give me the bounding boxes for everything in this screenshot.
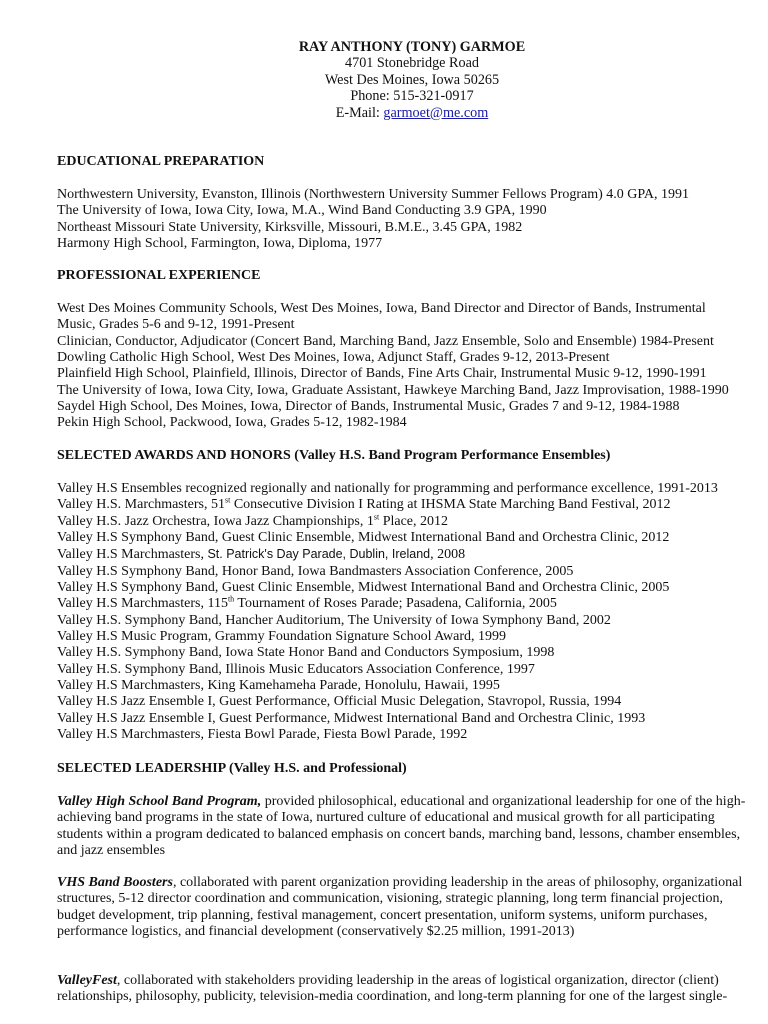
paragraph-lead: VHS Band Boosters	[57, 875, 173, 890]
awards-list	[57, 481, 718, 744]
experience-list	[57, 301, 729, 432]
list-item: Saydel High School, Des Moines, Iowa, Director of Bands, Instrumental Music, Grades 7 and 9-12, 1984-1988	[57, 399, 680, 415]
award-text-alt-font: St. Patrick's Day Parade, Dublin, Ireland	[207, 547, 431, 562]
list-item: Valley H.S Jazz Ensemble I, Guest Performance, Official Music Delegation, Stavropol, Russia, 1994	[57, 694, 622, 710]
list-item: Valley H.S Ensembles recognized regionally and nationally for programming and performance excellence, 1991-2013	[57, 481, 718, 496]
list-item: Valley H.S Marchmasters, King Kamehameha Parade, Honolulu, Hawaii, 1995	[57, 678, 500, 694]
list-item	[57, 546, 718, 563]
ordinal-suffix: st	[224, 495, 231, 505]
list-item: Dowling Catholic High School, West Des Moines, Iowa, Adjunct Staff, Grades 9-12, 2013-Present	[57, 350, 610, 366]
education-list	[57, 187, 689, 252]
list-item	[57, 514, 718, 530]
list-item: Plainfield High School, Plainfield, Illinois, Director of Bands, Fine Arts Chair, Instrumental Music 9-12, 1990-1991	[57, 366, 707, 382]
list-item	[57, 596, 718, 612]
email-link[interactable]: garmoet@me.com	[383, 104, 489, 121]
list-item: Valley H.S Jazz Ensemble I, Guest Performance, Midwest International Band and Orchestra Clinic, 1993	[57, 710, 646, 726]
award-text: Valley H.S. Marchmasters, 51	[57, 497, 225, 513]
paragraph-lead: ValleyFest	[57, 973, 117, 988]
award-text: Consecutive Division I Rating at IHSMA State Marching Band Festival, 2012	[230, 497, 671, 513]
award-text: , 2008	[430, 547, 466, 563]
list-item: Northwestern University, Evanston, Illinois (Northwestern University Summer Fellows Program) 4.0 GPA, 1991	[57, 187, 690, 202]
phone-line: Phone: 515-321-0917	[350, 88, 474, 105]
paragraph-lead: Valley High School Band Program,	[57, 794, 262, 809]
list-item: Pekin High School, Packwood, Iowa, Grades 5-12, 1982-1984	[57, 415, 407, 431]
list-item: Valley H.S Symphony Band, Guest Clinic Ensemble, Midwest International Band and Orchestra Clinic, 2012	[57, 530, 670, 546]
leadership-paragraph	[57, 794, 747, 859]
award-text: Place, 2012	[379, 513, 449, 529]
ordinal-suffix: st	[373, 512, 380, 522]
paragraph-body: , collaborated with parent organization providing leadership in the areas of philosophy, organizational structures, 5-12 director coordination and communication, visioning, strategic planning, long term financial projection, budget development, trip planning, festival management, concert presentation, uniform systems, uniform purchases, performance logistics, and financial development (conservatively $2.25 million, 1991-2013)	[57, 875, 743, 940]
paragraph-body: provided philosophical, educational and organizational leadership for one of the high-achieving band programs in the state of Iowa, nurtured culture of educational and musical growth for all participating students within a program dedicated to balanced emphasis on concert bands, marching band, lessons, chamber ensembles, and jazz ensembles	[57, 794, 746, 859]
award-text: Valley H.S Marchmasters, 115	[57, 596, 228, 612]
address-line-1: 4701 Stonebridge Road	[345, 55, 479, 72]
list-item: Valley H.S Symphony Band, Guest Clinic Ensemble, Midwest International Band and Orchestra Clinic, 2005	[57, 580, 670, 596]
list-item: Clinician, Conductor, Adjudicator (Concert Band, Marching Band, Jazz Ensemble, Solo and Ensemble) 1984-Present	[57, 333, 714, 349]
list-item: Valley H.S Marchmasters, Fiesta Bowl Parade, Fiesta Bowl Parade, 1992	[57, 727, 468, 743]
award-text: Valley H.S. Jazz Orchestra, Iowa Jazz Championships, 1	[57, 513, 374, 529]
list-item: Music, Grades 5-6 and 9-12, 1991-Present	[57, 317, 295, 333]
experience-heading: PROFESSIONAL EXPERIENCE	[57, 268, 261, 283]
list-item: The University of Iowa, Iowa City, Iowa, Graduate Assistant, Hawkeye Marching Band, Jazz Improvisation, 1988-1990	[57, 382, 729, 398]
list-item: Northeast Missouri State University, Kirksville, Missouri, B.M.E., 3.45 GPA, 1982	[57, 219, 523, 235]
list-item: Valley H.S. Symphony Band, Hancher Auditorium, The University of Iowa Symphony Band, 2002	[57, 612, 611, 628]
list-item: Valley H.S. Symphony Band, Iowa State Honor Band and Conductors Symposium, 1998	[57, 645, 555, 661]
leadership-paragraph	[57, 875, 747, 940]
list-item: Valley H.S Symphony Band, Honor Band, Iowa Bandmasters Association Conference, 2005	[57, 563, 574, 579]
email-line	[57, 105, 767, 121]
list-item: West Des Moines Community Schools, West Des Moines, Iowa, Band Director and Director of Bands, Instrumental	[57, 301, 706, 316]
contact-header	[57, 39, 767, 121]
person-name: RAY ANTHONY (TONY) GARMOE	[298, 39, 526, 55]
list-item: Valley H.S. Symphony Band, Illinois Music Educators Association Conference, 1997	[57, 661, 535, 677]
awards-heading: SELECTED AWARDS AND HONORS (Valley H.S. Band Program Performance Ensembles)	[57, 448, 611, 463]
education-heading: EDUCATIONAL PREPARATION	[57, 154, 265, 169]
leadership-paragraph	[57, 973, 747, 1006]
leadership-heading: SELECTED LEADERSHIP (Valley H.S. and Professional)	[57, 761, 407, 776]
list-item: Valley H.S Music Program, Grammy Foundation Signature School Award, 1999	[57, 629, 507, 645]
paragraph-body: , collaborated with stakeholders providing leadership in the areas of logistical organization, director (client) relationships, philosophy, publicity, television-media coordination, and long-term planning for one of the largest single-	[57, 973, 728, 1005]
award-text: Valley H.S Marchmasters,	[57, 547, 208, 563]
email-label: E-Mail:	[335, 104, 384, 121]
list-item: The University of Iowa, Iowa City, Iowa, M.A., Wind Band Conducting 3.9 GPA, 1990	[57, 203, 547, 219]
address-line-2: West Des Moines, Iowa 50265	[324, 71, 500, 88]
award-text: Tournament of Roses Parade; Pasadena, California, 2005	[234, 596, 557, 612]
list-item	[57, 497, 718, 513]
ordinal-suffix: th	[227, 594, 235, 604]
list-item: Harmony High School, Farmington, Iowa, Diploma, 1977	[57, 236, 383, 252]
